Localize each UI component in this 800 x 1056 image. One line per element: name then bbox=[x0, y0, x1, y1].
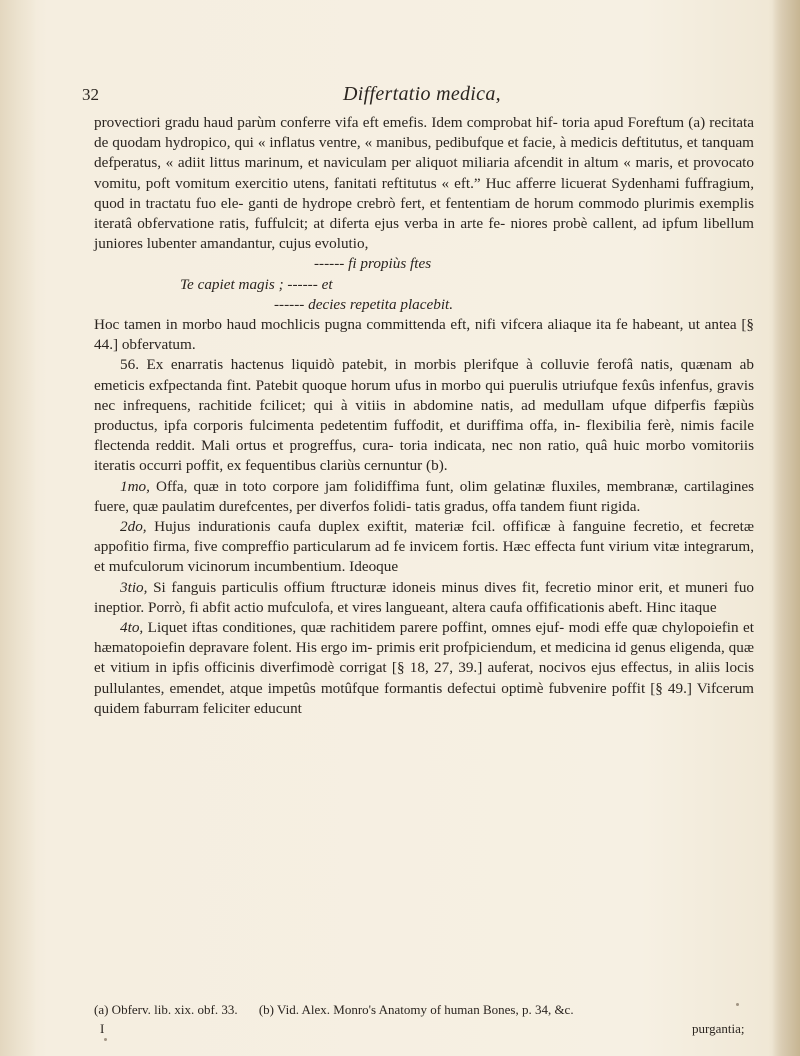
footnotes bbox=[94, 1001, 754, 1018]
paragraph-text: Si fanguis particulis offium ftructuræ idoneis minus dives fit, fecretio minor erit, et muneri fuo ineptior. Porrò, fi abfit actio mufculofa, et vires langueant, altera caufa offificationis abeft. Hinc itaque bbox=[94, 578, 755, 616]
paragraph-56: 56. Ex enarratis hactenus liquidò patebit, in morbis plerifque à colluvie ferofâ natis, quænam ab emeticis exfpectanda fint. Patebit quoque horum ufus in morbo qui puerulis utriufque fexûs infenfus, gravis nec infrequens, rachitide fcilicet; qui à vitiis in abdomine natis, ad medullam ufque difperfis fæpiùs productus, ipfa corporis fulcimenta pedetentim fuffodit, et duriffima offa, in- flexibilia ferè, nimis facile flectenda reddit. Mali ortus et progreffus, cura- toria indicata, nec non ratio, quâ huic morbo vomitoriis iteratis occurri poffit, ex fequentibus clariùs cernuntur (b). bbox=[94, 356, 754, 475]
paragraph-1: provectiori gradu haud parùm conferre vifa eft emefis. Idem comprobat hif- toria apud Foreftum (a) recitata de quodam hydropico, qui « inflatus ventre, « manibus, pedibufque et facie, à medicis deftitutus, et tanquam defperatus, « adiit littus marinum, et naviculam per aliquot miliaria afcendit in altum « maris, et provocato vomitu, poft vomitum exercitio utens, fanitati reftitutus « eft.” Huc afferre licuerat Sydenhami fuffragium, quod in tractatu fuo ele- ganti de hydrope crebrò fert, et fententiam de horum commodo plurimis exemplis iteratâ obfervatione ratis, fuffulcit; at diferta ejus verba in arte fe- niores probè callent, ad ipfum libellum juniores lubenter amandantur, cujus evolutio, bbox=[94, 114, 754, 253]
verse-quotation bbox=[94, 254, 754, 315]
paragraph-text: Hujus indurationis caufa duplex exiftit, materiæ fcil. offificæ à fanguine fecretio, et fecretæ appofitio firma, five compreffio particularum ad fe invicem fortis. Hæc effecta funt virium vitæ integrarum, et mufculorum vicinorum incumbentium. Ideoque bbox=[94, 518, 754, 576]
paragraph-4to bbox=[94, 618, 754, 719]
enumeration-label: 3tio, bbox=[120, 578, 148, 596]
paragraph-text: Offa, quæ in toto corpore jam folidiffima funt, olim gelatinæ fluxiles, membranæ, cartilagines fuere, quæ paulatim durefcentes, per diverfos folidi- tatis gradus, offa tandem fiunt rigida. bbox=[94, 477, 754, 515]
ink-speck bbox=[104, 1038, 107, 1041]
footnote-row bbox=[94, 1001, 754, 1018]
page-number: 32 bbox=[82, 85, 99, 104]
enumeration-label: 2do, bbox=[120, 518, 147, 536]
ink-speck bbox=[736, 1003, 739, 1006]
paragraph-2: Hoc tamen in morbo haud mochlicis pugna committenda eft, nifi vifcera aliaque ita fe habeant, ut antea [§ 44.] obfervatum. bbox=[94, 316, 754, 354]
running-head: Differtatio medica, bbox=[343, 83, 501, 105]
footnote-b: (b) Vid. Alex. Monro's Anatomy of human Bones, p. 34, &c. bbox=[258, 1002, 574, 1017]
verse-line-1: ------ fi propiùs ftes bbox=[314, 255, 432, 273]
paragraph-2do bbox=[94, 517, 754, 578]
page-binding-shadow bbox=[0, 0, 36, 1056]
signature-mark: I bbox=[100, 1021, 105, 1036]
enumeration-label: 1mo, bbox=[120, 477, 150, 495]
paragraph-text: Liquet iftas conditiones, quæ rachitidem parere poffint, omnes ejuf- modi effe quæ chylopoiefin et hæmatopoiefin depravare folent. His ergo im- primis erit profpiciendum, et medicina id genus eligenda, quæ et vitium in ipfis officinis diverfimodè corrigat [§ 18, 27, 39.] auferat, nocivos ejus effectus, in aliis locis pullulantes, emendet, atque impetûs motûfque formantis defectui optimè fubvenire poffit [§ 49.] Vifcerum quidem faburram feliciter educunt bbox=[94, 619, 755, 717]
paragraph-1mo bbox=[94, 477, 754, 517]
enumeration-label: 4to, bbox=[120, 619, 144, 637]
paragraph-3tio bbox=[94, 578, 754, 618]
verse-line-2: Te capiet magis ; ------ et bbox=[180, 275, 333, 293]
footnote-a: (a) Obferv. lib. xix. obf. 33. bbox=[94, 1002, 238, 1017]
page-header bbox=[82, 85, 762, 115]
page-edge-shadow bbox=[772, 0, 800, 1056]
page-body bbox=[94, 113, 754, 719]
verse-line-3: ------ decies repetita placebit. bbox=[274, 295, 454, 313]
catchword: purgantia; bbox=[692, 1021, 745, 1036]
